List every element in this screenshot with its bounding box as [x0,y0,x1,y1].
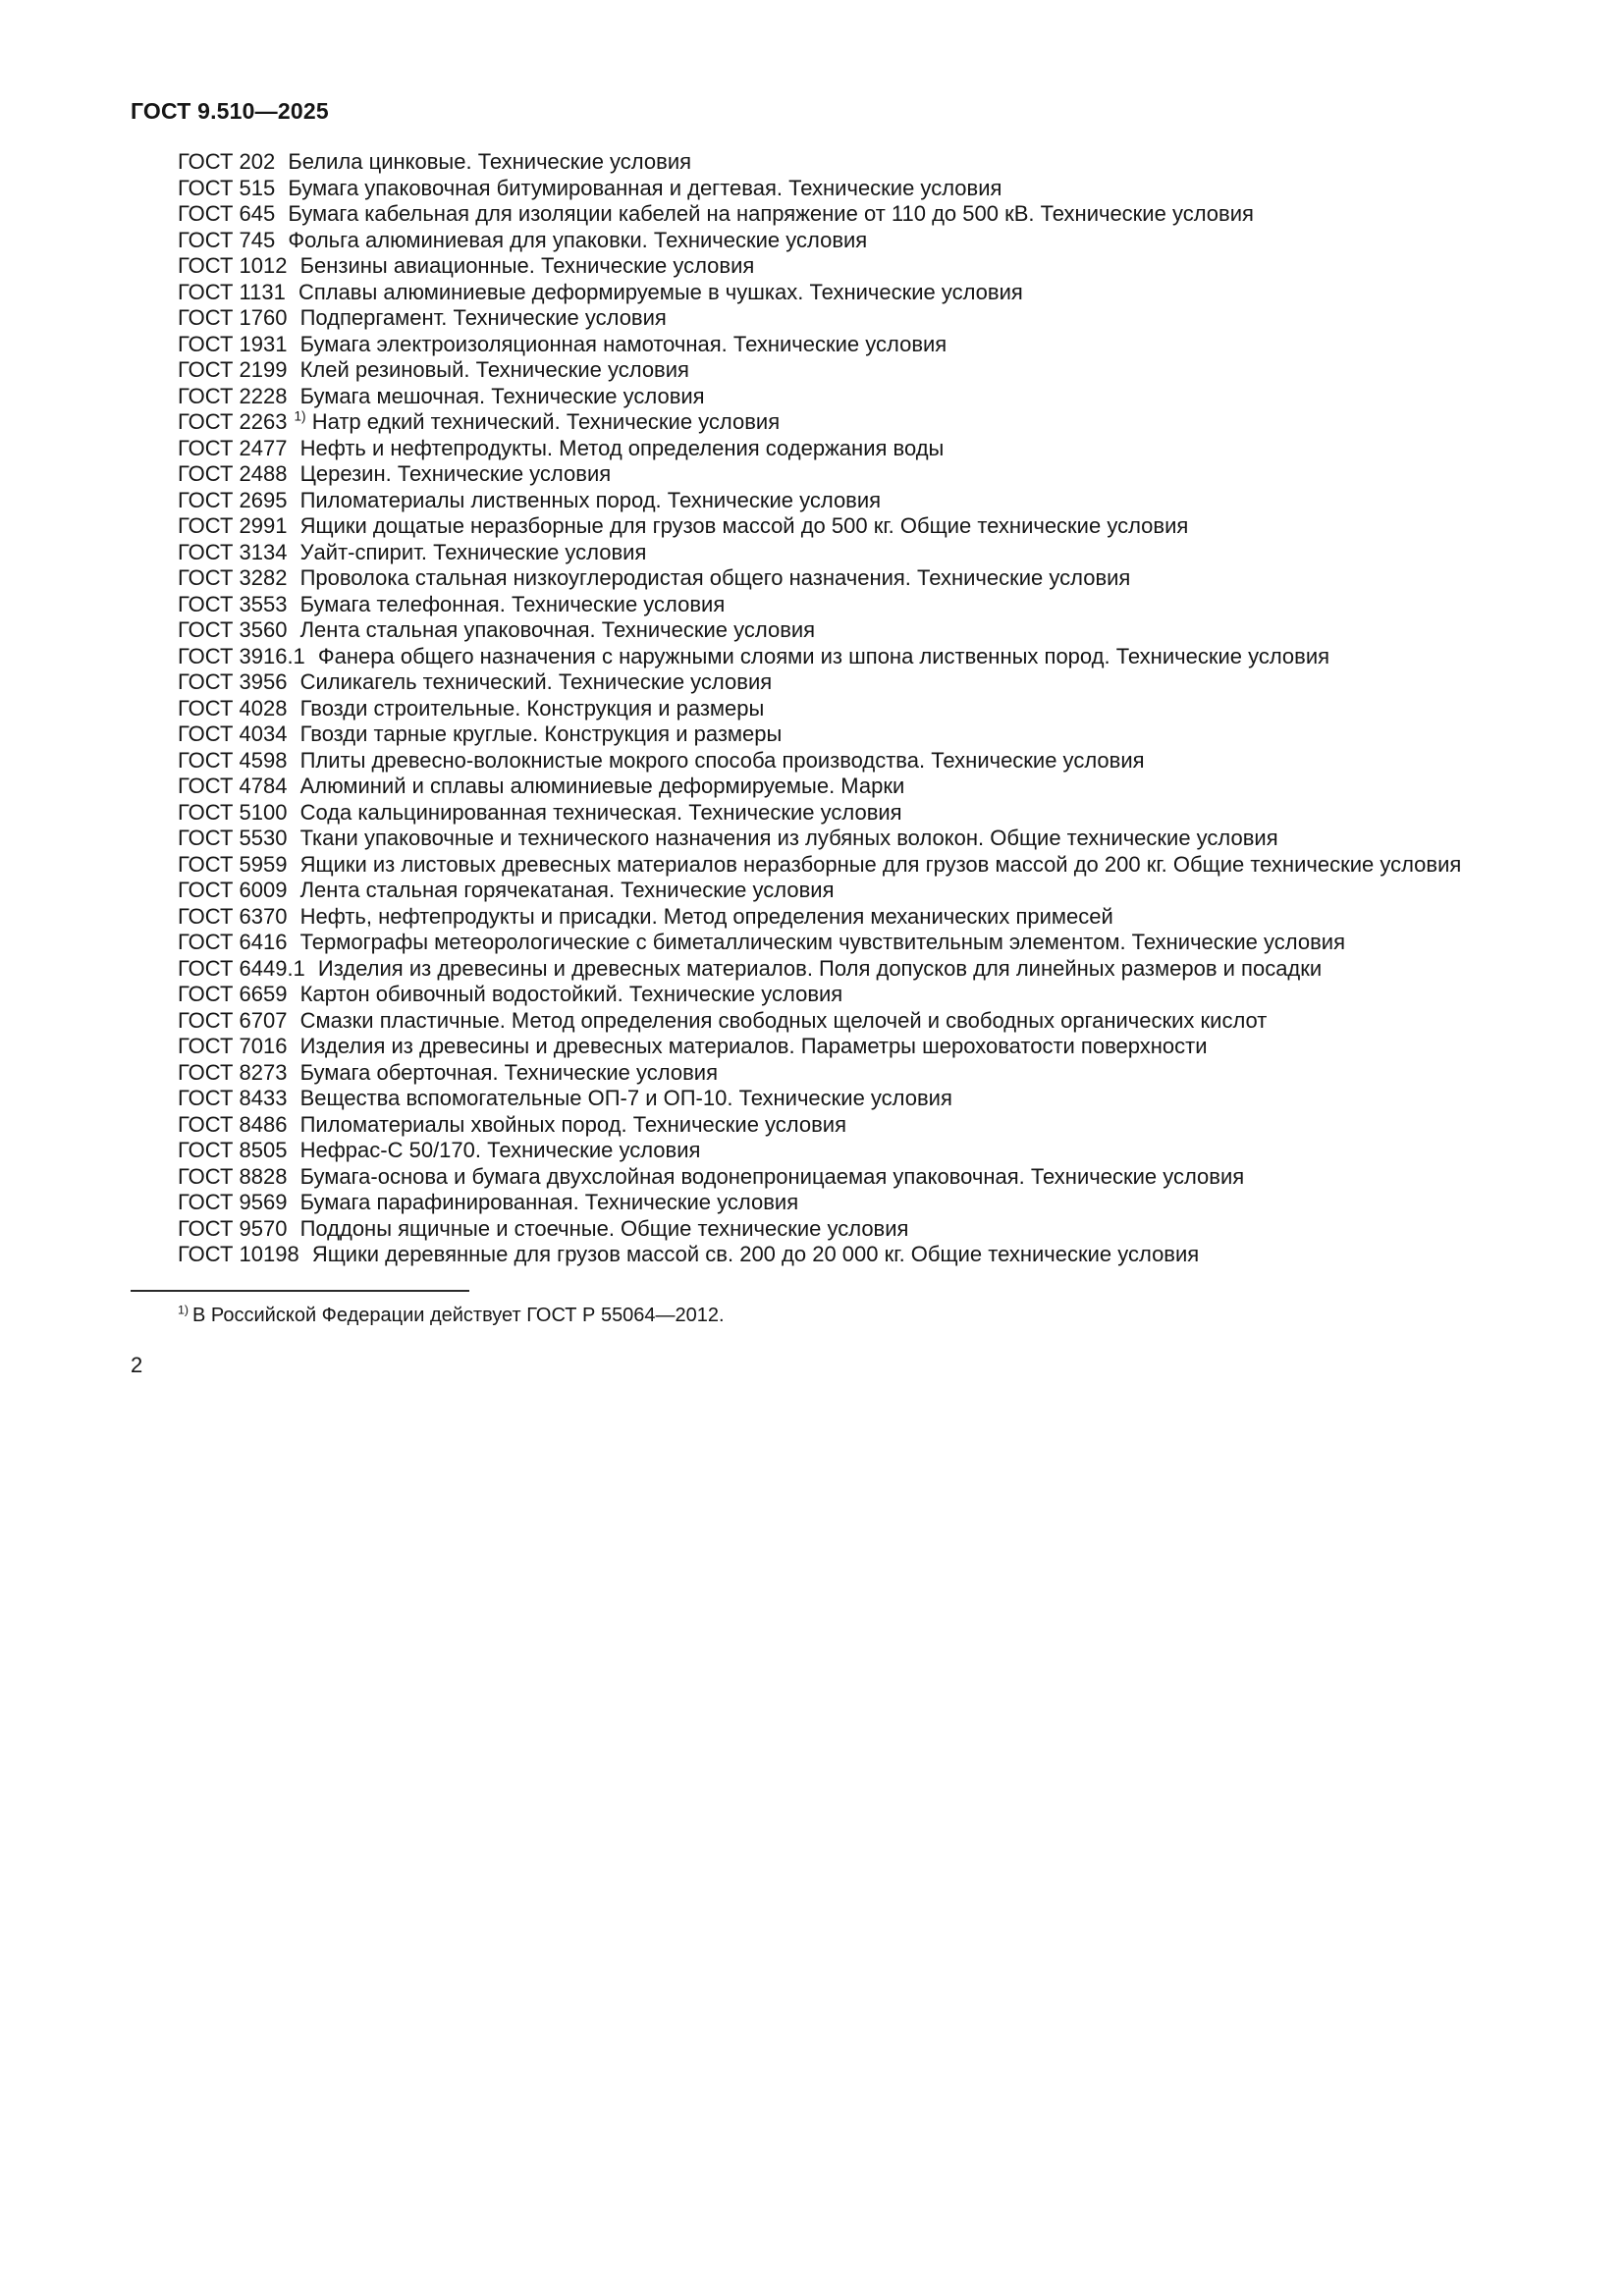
gost-reference [131,565,1497,592]
footnote-marker: 1) [178,1302,189,1316]
gost-ref-title: Сплавы алюминиевые деформируемые в чушках. Технические условия [298,279,1023,304]
gost-ref-title: Ящики деревянные для грузов массой св. 200 до 20 000 кг. Общие технические условия [311,1242,1200,1266]
gost-reference [131,176,1497,202]
gost-ref-number: ГОСТ 5100 [178,799,288,825]
gost-reference [131,1112,1497,1139]
gost-ref-title: Натр едкий технический. Технические условия [311,409,781,434]
gost-reference [131,1008,1497,1035]
gost-reference [131,617,1497,644]
gost-ref-number: ГОСТ 3553 [178,591,288,616]
gost-reference [131,904,1497,931]
gost-ref-title: Подпергамент. Технические условия [299,305,667,330]
gost-ref-number: ГОСТ 6370 [178,903,288,929]
gost-reference [131,357,1497,384]
gost-ref-number: ГОСТ 1931 [178,331,288,356]
gost-reference [131,1216,1497,1243]
gost-reference [131,878,1497,904]
gost-ref-title: Проволока стальная низкоуглеродистая общего назначения. Технические условия [299,565,1131,590]
gost-reference [131,1138,1497,1164]
gost-ref-title: Термографы метеорологические с биметаллическим чувствительным элементом. Технические условия [299,930,1345,954]
gost-ref-title: Вещества вспомогательные ОП-7 и ОП-10. Технические условия [299,1086,952,1110]
gost-ref-title: Сода кальцинированная техническая. Технические условия [299,799,902,825]
gost-ref-number: ГОСТ 5959 [178,851,288,877]
gost-reference [131,488,1497,514]
gost-reference [131,305,1497,332]
references-list [131,149,1497,1268]
gost-reference [131,930,1497,956]
gost-reference [131,644,1497,670]
gost-ref-number: ГОСТ 3916.1 [178,643,305,668]
gost-reference [131,332,1497,358]
gost-ref-title: Ящики из листовых древесных материалов неразборные для грузов массой до 200 кг. Общие технические условия [299,851,1462,877]
gost-reference [131,409,1497,436]
gost-ref-number: ГОСТ 2263 [178,409,288,434]
gost-reference [131,384,1497,410]
gost-ref-number: ГОСТ 8273 [178,1059,288,1085]
gost-ref-title: Бумага оберточная. Технические условия [299,1059,718,1085]
gost-ref-number: ГОСТ 3134 [178,539,288,564]
gost-reference [131,228,1497,254]
gost-reference [131,748,1497,774]
gost-ref-number: ГОСТ 6707 [178,1007,288,1033]
gost-ref-number: ГОСТ 8828 [178,1163,288,1189]
page-number: 2 [131,1352,143,1377]
gost-ref-title: Нефть и нефтепродукты. Метод определения содержания воды [299,435,945,460]
gost-ref-number: ГОСТ 2228 [178,383,288,408]
gost-ref-title: Алюминий и сплавы алюминиевые деформируемые. Марки [299,774,905,798]
gost-ref-title: Лента стальная горячекатаная. Технические условия [299,878,835,902]
gost-ref-title: Смазки пластичные. Метод определения свободных щелочей и свободных органических кислот [299,1007,1268,1033]
footnote [131,1304,1497,1327]
gost-ref-number: ГОСТ 2477 [178,435,288,460]
gost-ref-title: Бумага электроизоляционная намоточная. Технические условия [299,331,947,356]
gost-reference [131,461,1497,488]
gost-ref-title: Гвозди строительные. Конструкция и размеры [299,695,765,721]
gost-ref-number: ГОСТ 745 [178,227,276,252]
gost-reference [131,852,1497,879]
gost-reference [131,1034,1497,1060]
footnote-separator [131,1290,469,1292]
gost-reference [131,436,1497,462]
gost-ref-number: ГОСТ 10198 [178,1242,299,1266]
document-header: ГОСТ 9.510—2025 [131,98,329,124]
gost-ref-number: ГОСТ 1012 [178,253,288,278]
gost-reference [131,253,1497,280]
gost-reference [131,696,1497,722]
gost-reference [131,149,1497,176]
gost-reference [131,280,1497,306]
gost-ref-number: ГОСТ 5530 [178,826,288,850]
gost-ref-title: Белила цинковые. Технические условия [288,149,692,174]
gost-ref-title: Лента стальная упаковочная. Технические условия [299,617,816,642]
gost-ref-number: ГОСТ 2695 [178,487,288,512]
gost-ref-title: Пиломатериалы хвойных пород. Технические условия [299,1111,847,1137]
gost-ref-title: Поддоны ящичные и стоечные. Общие технические условия [299,1215,909,1241]
gost-ref-title: Бумага парафинированная. Технические условия [299,1190,799,1214]
gost-ref-title: Ящики дощатые неразборные для грузов массой до 500 кг. Общие технические условия [299,513,1189,538]
gost-ref-number: ГОСТ 3956 [178,669,288,694]
gost-ref-number: ГОСТ 6416 [178,930,288,954]
gost-reference [131,513,1497,540]
gost-reference [131,826,1497,852]
gost-ref-title: Плиты древесно-волокнистые мокрого способа производства. Технические условия [299,747,1145,773]
gost-ref-number: ГОСТ 2199 [178,357,288,382]
gost-ref-title: Гвозди тарные круглые. Конструкция и размеры [299,721,783,746]
gost-reference [131,1060,1497,1087]
gost-reference [131,1086,1497,1112]
gost-ref-number: ГОСТ 6449.1 [178,955,305,981]
gost-ref-title: Бумага-основа и бумага двухслойная водонепроницаемая упаковочная. Технические условия [299,1163,1245,1189]
gost-ref-number: ГОСТ 645 [178,201,276,226]
gost-ref-title: Нефть, нефтепродукты и присадки. Метод определения механических примесей [299,903,1113,929]
gost-ref-title: Бумага мешочная. Технические условия [299,383,705,408]
gost-ref-number: ГОСТ 3282 [178,565,288,590]
gost-reference [131,201,1497,228]
gost-ref-title: Бензины авиационные. Технические условия [299,253,755,278]
gost-reference [131,540,1497,566]
footnotes-section [131,1290,1497,1327]
gost-reference [131,800,1497,827]
gost-ref-title: Пиломатериалы лиственных пород. Технические условия [299,487,882,512]
gost-ref-title: Изделия из древесины и древесных материалов. Поля допусков для линейных размеров и посадки [317,955,1323,981]
gost-ref-title: Бумага упаковочная битумированная и дегтевая. Технические условия [288,175,1002,200]
gost-reference [131,669,1497,696]
gost-ref-number: ГОСТ 6009 [178,878,288,902]
gost-ref-number: ГОСТ 7016 [178,1034,288,1058]
gost-ref-number: ГОСТ 4028 [178,695,288,721]
gost-ref-title: Ткани упаковочные и технического назначения из лубяных волокон. Общие технические условия [299,826,1278,850]
gost-ref-number: ГОСТ 3560 [178,617,288,642]
gost-reference [131,721,1497,748]
gost-ref-number: ГОСТ 4598 [178,747,288,773]
gost-ref-title: Силикагель технический. Технические условия [299,669,773,694]
gost-ref-number: ГОСТ 8433 [178,1086,288,1110]
footnote-text: В Российской Федерации действует ГОСТ Р 55064—2012. [192,1304,725,1326]
gost-ref-title: Бумага кабельная для изоляции кабелей на напряжение от 110 до 500 кВ. Технические условия [288,201,1254,226]
gost-ref-title: Фанера общего назначения с наружными слоями из шпона лиственных пород. Технические условия [317,643,1330,668]
gost-reference [131,956,1497,983]
gost-ref-title: Бумага телефонная. Технические условия [299,591,726,616]
gost-ref-number: ГОСТ 8486 [178,1111,288,1137]
gost-reference [131,774,1497,800]
gost-reference [131,592,1497,618]
gost-ref-title: Картон обивочный водостойкий. Технические условия [299,982,843,1006]
gost-ref-title: Изделия из древесины и древесных материалов. Параметры шероховатости поверхности [299,1034,1208,1058]
gost-reference [131,1242,1497,1268]
gost-ref-number: ГОСТ 4784 [178,774,288,798]
footnote-marker: 1) [294,408,306,424]
gost-ref-number: ГОСТ 2488 [178,461,288,486]
gost-ref-number: ГОСТ 9570 [178,1215,288,1241]
gost-ref-number: ГОСТ 515 [178,175,276,200]
gost-reference [131,982,1497,1008]
gost-ref-title: Клей резиновый. Технические условия [299,357,689,382]
gost-ref-number: ГОСТ 2991 [178,513,288,538]
gost-reference [131,1190,1497,1216]
gost-ref-number: ГОСТ 6659 [178,982,288,1006]
gost-reference [131,1164,1497,1191]
page-content [131,98,1497,1378]
gost-ref-title: Нефрас-С 50/170. Технические условия [299,1138,701,1162]
gost-ref-number: ГОСТ 1760 [178,305,288,330]
gost-ref-number: ГОСТ 8505 [178,1138,288,1162]
gost-ref-number: ГОСТ 4034 [178,721,288,746]
gost-ref-number: ГОСТ 9569 [178,1190,288,1214]
gost-ref-title: Уайт-спирит. Технические условия [299,539,647,564]
gost-ref-number: ГОСТ 202 [178,149,276,174]
gost-ref-title: Церезин. Технические условия [299,461,612,486]
gost-ref-title: Фольга алюминиевая для упаковки. Технические условия [288,227,868,252]
gost-ref-number: ГОСТ 1131 [178,279,286,304]
